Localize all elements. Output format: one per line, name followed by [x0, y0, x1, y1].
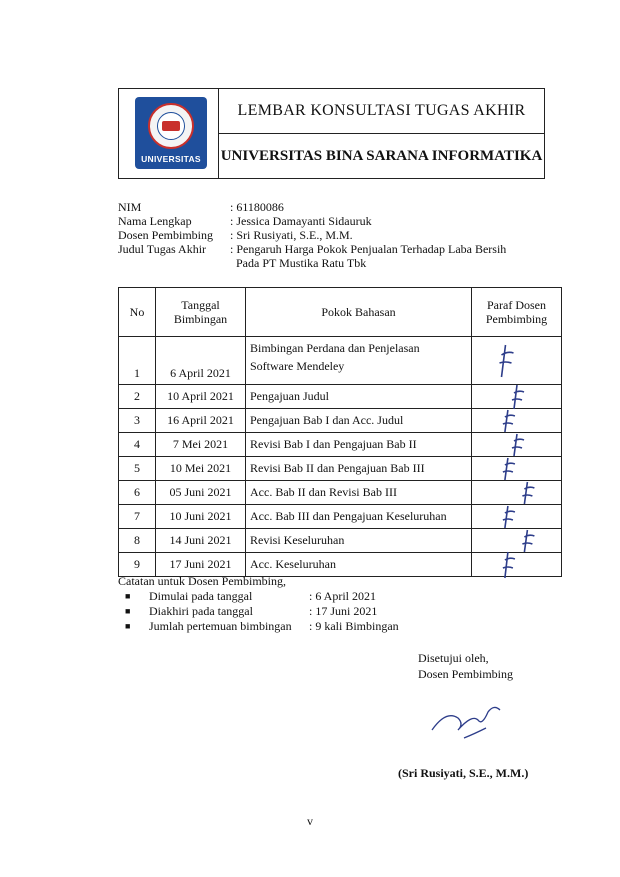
- name-row: Nama Lengkap : Jessica Damayanti Sidauruk: [118, 214, 548, 228]
- supervisor-notes: [118, 574, 399, 634]
- approver-name: (Sri Rusiyati, S.E., M.M.): [398, 766, 529, 780]
- thesis-row: Judul Tugas Akhir : Pengaruh Harga Pokok Penjualan Terhadap Laba Bersih: [118, 242, 548, 256]
- signature-cell: [472, 457, 562, 481]
- table-row: 8 14 Juni 2021 Revisi Keseluruhan: [119, 529, 562, 553]
- col-no: No: [119, 288, 156, 337]
- student-info: [118, 200, 548, 270]
- document-header: [118, 88, 545, 179]
- col-topic: Pokok Bahasan: [246, 288, 472, 337]
- university-logo: [135, 97, 207, 169]
- initial-signature: [491, 341, 521, 381]
- approval-line2: Dosen Pembimbing: [418, 667, 513, 681]
- list-item: ■ Diakhiri pada tanggal : 17 Juni 2021: [125, 604, 378, 618]
- document-title: LEMBAR KONSULTASI TUGAS AKHIR: [219, 89, 544, 134]
- logo-cell: [119, 89, 219, 178]
- signature-cell: [472, 409, 562, 433]
- signature-cell: [472, 385, 562, 409]
- initial-signature: [494, 504, 520, 530]
- signature-cell: [472, 481, 562, 505]
- logo-emblem: [148, 103, 194, 149]
- signature-cell: [472, 433, 562, 457]
- consultation-table: [118, 287, 562, 577]
- table-row: 5 10 Mei 2021 Revisi Bab II dan Pengajuan Bab III: [119, 457, 562, 481]
- signature-cell: [472, 553, 562, 577]
- nim-row: NIM : 61180086: [118, 200, 548, 214]
- supervisor-value: : Sri Rusiyati, S.E., M.M.: [230, 228, 353, 242]
- logo-text: UNIVERSITAS: [141, 154, 201, 164]
- signature-cell: [472, 337, 562, 385]
- approval-line1: Disetujui oleh,: [418, 651, 489, 665]
- initial-signature: [494, 408, 520, 434]
- list-item: ■ Jumlah pertemuan bimbingan : 9 kali Bimbingan: [125, 619, 399, 633]
- bullet-icon: ■: [125, 606, 131, 616]
- col-date: Tanggal Bimbingan: [156, 288, 246, 337]
- table-row: 3 16 April 2021 Pengajuan Bab I dan Acc. Judul: [119, 409, 562, 433]
- page-number: v: [307, 814, 313, 828]
- table-row: 7 10 Juni 2021 Acc. Bab III dan Pengajuan Keseluruhan: [119, 505, 562, 529]
- signature-cell: [472, 505, 562, 529]
- table-row: 9 17 Juni 2021 Acc. Keseluruhan: [119, 553, 562, 577]
- name-value: : Jessica Damayanti Sidauruk: [230, 214, 372, 228]
- thesis-value-cont: Pada PT Mustika Ratu Tbk: [236, 256, 367, 270]
- bullet-icon: ■: [125, 621, 131, 631]
- bullet-icon: ■: [125, 591, 131, 601]
- supervisor-signature: [428, 700, 508, 746]
- initial-signature: [494, 456, 520, 482]
- supervisor-row: Dosen Pembimbing : Sri Rusiyati, S.E., M.M.: [118, 228, 548, 242]
- table-row: 4 7 Mei 2021 Revisi Bab I dan Pengajuan Bab II: [119, 433, 562, 457]
- approval-block: [418, 650, 513, 682]
- col-sign: Paraf Dosen Pembimbing: [472, 288, 562, 337]
- table-row: 6 05 Juni 2021 Acc. Bab II dan Revisi Bab III: [119, 481, 562, 505]
- table-row: 1 6 April 2021 Bimbingan Perdana dan Penjelasan Software Mendeley: [119, 337, 562, 385]
- initial-signature: [514, 480, 540, 506]
- nim-value: : 61180086: [230, 200, 284, 214]
- initial-signature: [504, 432, 530, 458]
- table-row: 2 10 April 2021 Pengajuan Judul: [119, 385, 562, 409]
- list-item: ■ Dimulai pada tanggal : 6 April 2021: [125, 589, 377, 603]
- table-header-row: [119, 288, 562, 337]
- notes-title: Catatan untuk Dosen Pembimbing,: [118, 574, 286, 588]
- initial-signature: [504, 383, 530, 411]
- initial-signature: [494, 550, 520, 580]
- thesis-value: : Pengaruh Harga Pokok Penjualan Terhadap Laba Bersih: [230, 242, 507, 256]
- university-name: UNIVERSITAS BINA SARANA INFORMATIKA: [220, 147, 543, 164]
